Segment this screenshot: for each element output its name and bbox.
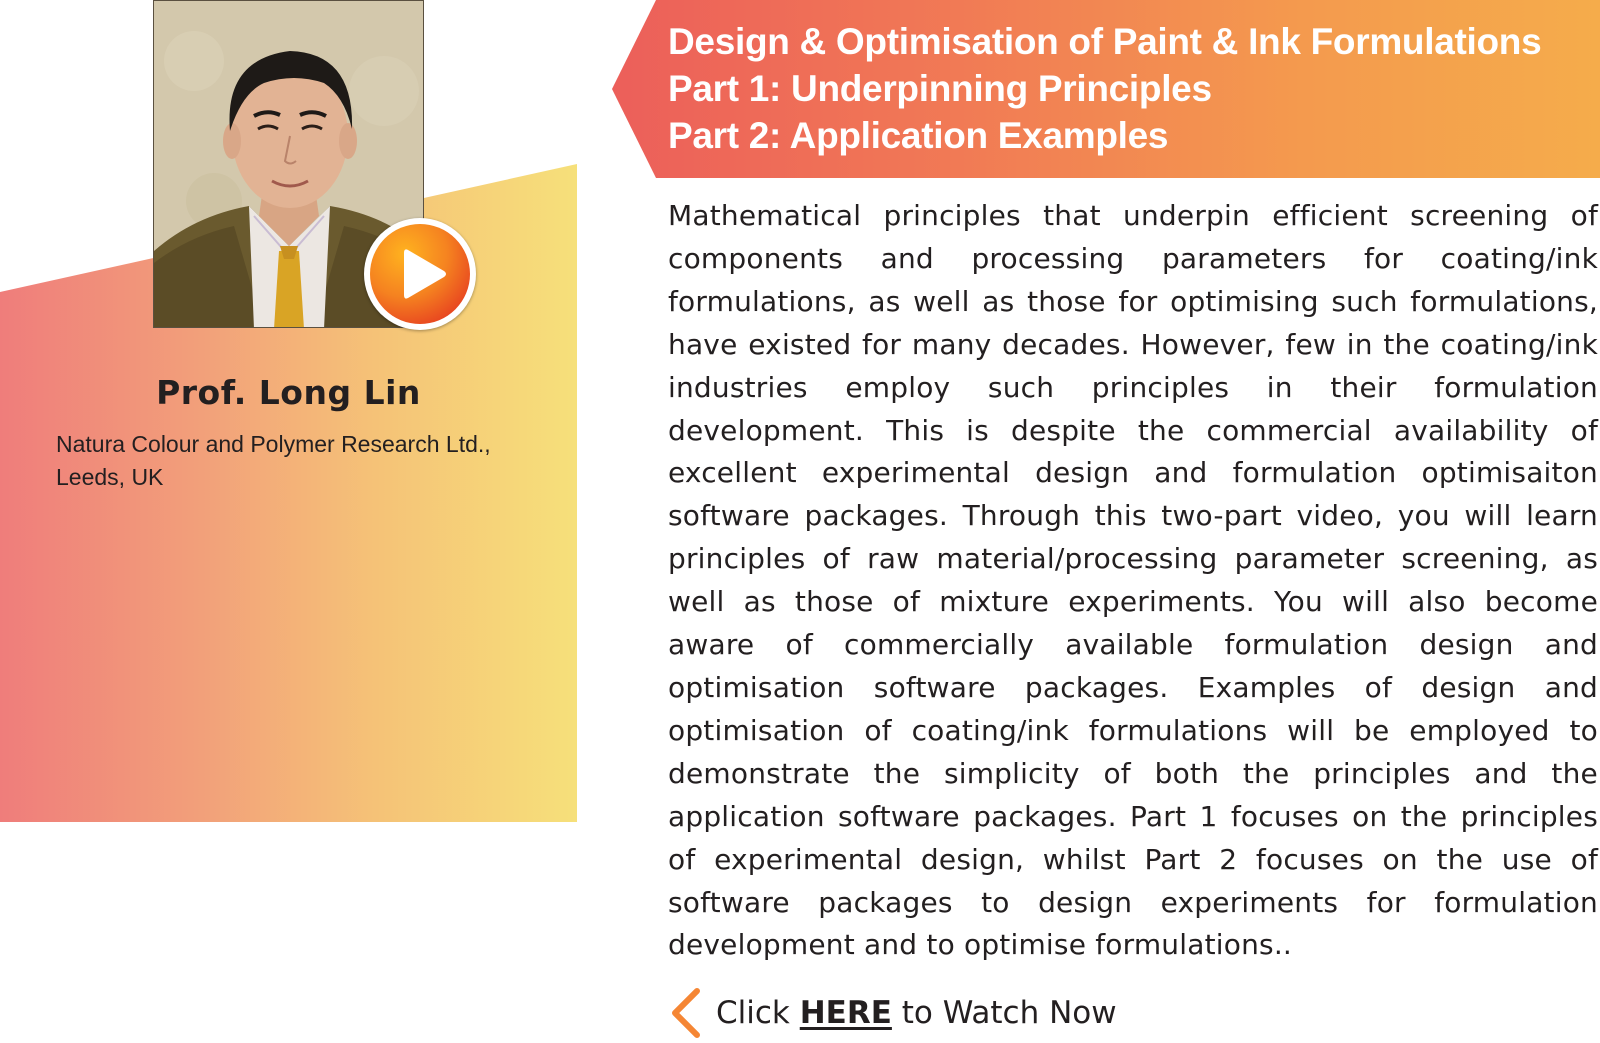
title-main: Design & Optimisation of Paint & Ink Formulations [668, 21, 1542, 62]
title-part-1: Part 1: Underpinning Principles [668, 68, 1212, 109]
affiliation-organisation: Natura Colour and Polymer Research Ltd., [56, 431, 491, 457]
affiliation-location: Leeds, UK [56, 464, 164, 490]
video-description: Mathematical principles that underpin efficient screening of components and processing parameters for coating/ink formulations, as well as those for optimising such formulations, have existed for many decades. However, few in the coating/ink industries employ such principles in their formulation development. This is despite the commercial availability of excellent experimental design and formulation optimisaiton software packages. Through this two-part video, you will learn principles of raw material/processing parameter screening, as well as those of mixture experiments. You will also become aware of commercially available formulation design and optimisation software packages. Examples of design and optimisation of coating/ink formulations will be employed to demonstrate the simplicity of both the principles and the application software packages. Part 1 focuses on the principles of experimental design, whilst Part 2 focuses on the use of software packages to design experiments for formulation development and to optimise formulations.. [668, 199, 1598, 962]
play-video-button[interactable] [364, 218, 476, 330]
speaker-name: Prof. Long Lin [156, 373, 421, 412]
speaker-affiliation [56, 428, 566, 494]
watch-now-link[interactable]: HERE [799, 995, 892, 1031]
cta-suffix: to Watch Now [891, 995, 1117, 1031]
cta-prefix: Click [716, 995, 800, 1031]
play-icon [364, 218, 476, 330]
cta-text [716, 995, 1117, 1031]
watch-now-cta [668, 988, 1117, 1038]
chevron-left-icon [668, 987, 702, 1039]
video-title [668, 18, 1588, 159]
title-part-2: Part 2: Application Examples [668, 115, 1169, 156]
